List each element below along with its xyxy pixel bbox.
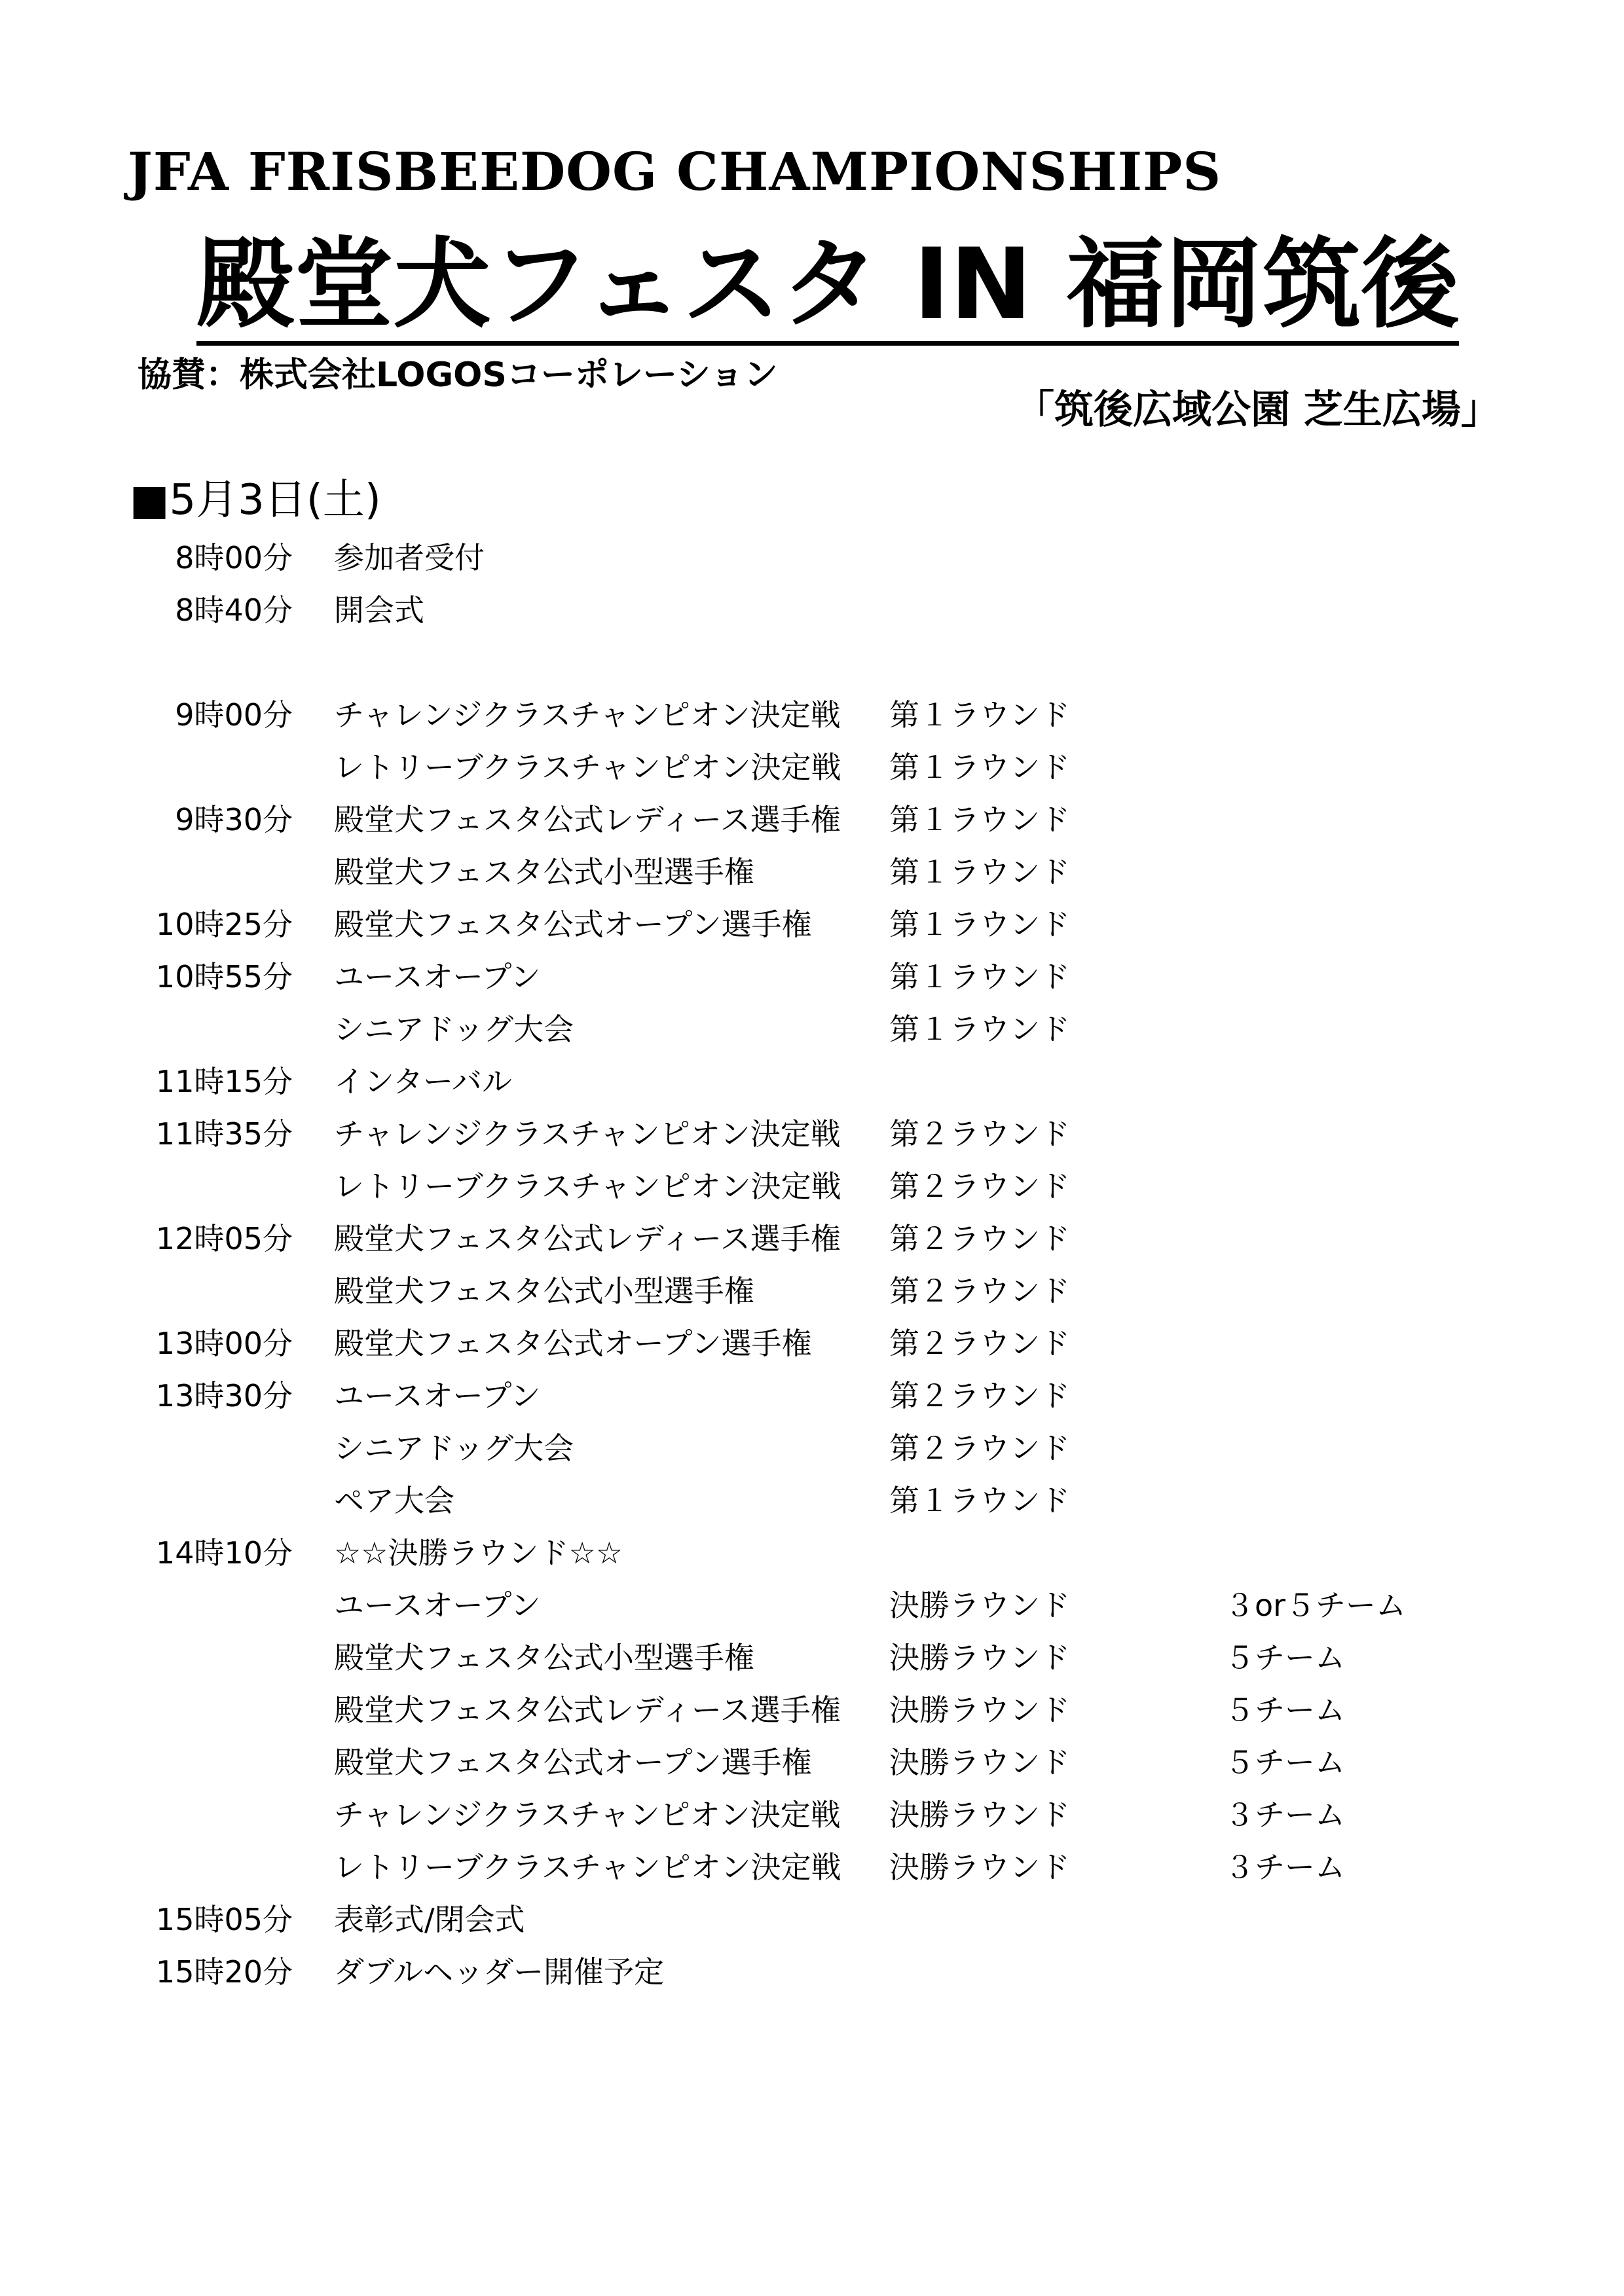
- schedule-round: 決勝ラウンド: [889, 1797, 1070, 1832]
- schedule-row: [0, 1108, 1624, 1160]
- schedule-row: [0, 1684, 1624, 1736]
- schedule-round: 第１ラウンド: [889, 1483, 1070, 1518]
- schedule-event: 殿堂犬フェスタ公式小型選手権: [334, 1273, 754, 1309]
- sponsor-text: 協賛：株式会社LOGOSコーポレーション: [138, 355, 778, 395]
- schedule-row: [0, 584, 1624, 636]
- schedule-round: 決勝ラウンド: [889, 1850, 1070, 1885]
- schedule-round: 第１ラウンド: [889, 959, 1070, 994]
- schedule-row: [0, 846, 1624, 898]
- schedule-event: レトリーブクラスチャンピオン決定戦: [334, 750, 841, 785]
- schedule-event: ユースオープン: [334, 1588, 541, 1623]
- schedule-row: [0, 1893, 1624, 1946]
- schedule-row: [0, 1317, 1624, 1370]
- schedule-event: レトリーブクラスチャンピオン決定戦: [334, 1169, 841, 1204]
- schedule-time: 8時40分: [175, 592, 293, 628]
- schedule-round: 第１ラウンド: [889, 1011, 1070, 1047]
- schedule-time: 12時05分: [155, 1221, 293, 1256]
- schedule-list: [0, 532, 1624, 1998]
- schedule-event: シニアドッグ大会: [334, 1011, 574, 1047]
- schedule-time: 15時05分: [155, 1902, 293, 1937]
- schedule-round: 決勝ラウンド: [889, 1588, 1070, 1623]
- schedule-teams: ５チーム: [1225, 1745, 1345, 1780]
- schedule-event: ダブルヘッダー開催予定: [334, 1954, 665, 1990]
- schedule-round: 決勝ラウンド: [889, 1692, 1070, 1728]
- schedule-event: 殿堂犬フェスタ公式小型選手権: [334, 1640, 754, 1675]
- schedule-event: シニアドッグ大会: [334, 1430, 574, 1466]
- schedule-round: 第２ラウンド: [889, 1169, 1070, 1204]
- schedule-round: 第２ラウンド: [889, 1116, 1070, 1152]
- date-heading: ■5月3日(土): [130, 476, 381, 524]
- schedule-round: 第１ラウンド: [889, 697, 1070, 733]
- schedule-row: [0, 689, 1624, 741]
- schedule-time: 10時25分: [155, 907, 293, 942]
- schedule-time: 9時00分: [175, 697, 293, 733]
- schedule-teams: ３チーム: [1225, 1850, 1345, 1885]
- schedule-round: 第２ラウンド: [889, 1221, 1070, 1256]
- schedule-row: [0, 951, 1624, 1003]
- schedule-time: 8時00分: [175, 540, 293, 575]
- schedule-time: 13時00分: [155, 1326, 293, 1361]
- schedule-row: [0, 1265, 1624, 1317]
- schedule-event: ユースオープン: [334, 1378, 541, 1413]
- schedule-teams: ５チーム: [1225, 1692, 1345, 1728]
- schedule-row: [0, 898, 1624, 951]
- schedule-event: 殿堂犬フェスタ公式レディース選手権: [334, 1692, 841, 1728]
- english-title: JFA FRISBEEDOG CHAMPIONSHIPS: [128, 141, 1222, 202]
- schedule-time: 15時20分: [155, 1954, 293, 1990]
- schedule-row: [0, 1736, 1624, 1789]
- schedule-row: [0, 1370, 1624, 1422]
- page-title: 殿堂犬フェスタ IN 福岡筑後: [196, 232, 1459, 346]
- schedule-event: 開会式: [334, 592, 424, 628]
- schedule-event: 殿堂犬フェスタ公式オープン選手権: [334, 1326, 812, 1361]
- schedule-event: ☆☆決勝ラウンド☆☆: [334, 1535, 623, 1571]
- schedule-row: [0, 1631, 1624, 1684]
- schedule-round: 第１ラウンド: [889, 907, 1070, 942]
- venue-text: 「筑後広域公園 芝生広場」: [1015, 387, 1500, 433]
- schedule-teams: ３or５チーム: [1225, 1588, 1407, 1623]
- schedule-round: 第２ラウンド: [889, 1326, 1070, 1361]
- schedule-event: 殿堂犬フェスタ公式レディース選手権: [334, 1221, 841, 1256]
- schedule-row: [0, 793, 1624, 846]
- schedule-row: [0, 1160, 1624, 1212]
- schedule-row: [0, 1003, 1624, 1055]
- schedule-event: ユースオープン: [334, 959, 541, 994]
- schedule-row: [0, 1789, 1624, 1841]
- schedule-event: インターバル: [334, 1064, 512, 1099]
- schedule-round: 第１ラウンド: [889, 802, 1070, 837]
- schedule-event: チャレンジクラスチャンピオン決定戦: [334, 1116, 841, 1152]
- schedule-row: [0, 532, 1624, 584]
- schedule-time: 13時30分: [155, 1378, 293, 1413]
- schedule-time: 11時35分: [155, 1116, 293, 1152]
- schedule-round: 決勝ラウンド: [889, 1745, 1070, 1780]
- schedule-event: チャレンジクラスチャンピオン決定戦: [334, 697, 841, 733]
- schedule-row: [0, 1946, 1624, 1998]
- schedule-round: 第２ラウンド: [889, 1273, 1070, 1309]
- schedule-time: 9時30分: [175, 802, 293, 837]
- schedule-round: 第２ラウンド: [889, 1430, 1070, 1466]
- schedule-event: チャレンジクラスチャンピオン決定戦: [334, 1797, 841, 1832]
- schedule-event: 表彰式/閉会式: [334, 1902, 525, 1937]
- schedule-event: レトリーブクラスチャンピオン決定戦: [334, 1850, 841, 1885]
- schedule-row: [0, 1527, 1624, 1579]
- schedule-time: 10時55分: [155, 959, 293, 994]
- schedule-round: 第２ラウンド: [889, 1378, 1070, 1413]
- schedule-spacer: [0, 636, 1624, 689]
- schedule-time: 11時15分: [155, 1064, 293, 1099]
- schedule-row: [0, 1212, 1624, 1265]
- schedule-round: 第１ラウンド: [889, 750, 1070, 785]
- schedule-row: [0, 1841, 1624, 1893]
- schedule-event: 殿堂犬フェスタ公式オープン選手権: [334, 1745, 812, 1780]
- schedule-round: 第１ラウンド: [889, 854, 1070, 890]
- schedule-row: [0, 1422, 1624, 1474]
- schedule-row: [0, 1055, 1624, 1108]
- schedule-event: ペア大会: [334, 1483, 454, 1518]
- schedule-row: [0, 1474, 1624, 1527]
- schedule-event: 参加者受付: [334, 540, 485, 575]
- schedule-event: 殿堂犬フェスタ公式小型選手権: [334, 854, 754, 890]
- schedule-event: 殿堂犬フェスタ公式オープン選手権: [334, 907, 812, 942]
- schedule-time: 14時10分: [155, 1535, 293, 1571]
- schedule-round: 決勝ラウンド: [889, 1640, 1070, 1675]
- schedule-teams: ３チーム: [1225, 1797, 1345, 1832]
- schedule-row: [0, 741, 1624, 793]
- schedule-row: [0, 1579, 1624, 1631]
- schedule-teams: ５チーム: [1225, 1640, 1345, 1675]
- schedule-event: 殿堂犬フェスタ公式レディース選手権: [334, 802, 841, 837]
